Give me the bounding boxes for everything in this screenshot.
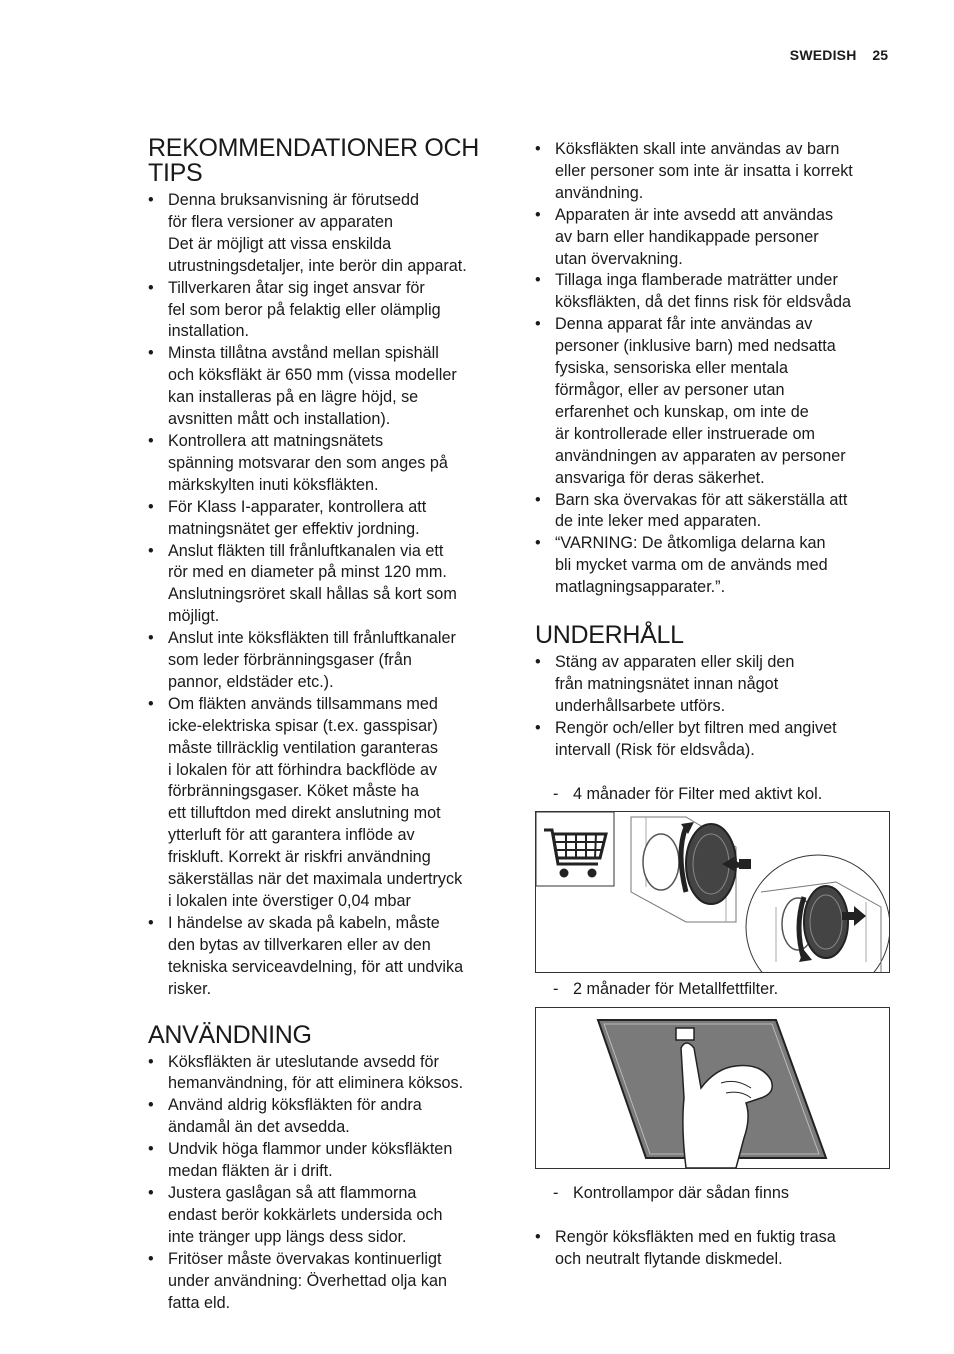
grease-filter-illustration	[535, 1007, 890, 1169]
grease-filter-interval: - 2 månader för Metallfettfilter.	[553, 980, 779, 999]
list-item: • Denna bruksanvisning är förutsedd för flera versioner av apparaten Det är möjligt att vissa enskilda utrustningsdetaljer, inte berör din apparat.	[148, 190, 508, 278]
list-item: • Apparaten är inte avsedd att användas av barn eller handikappade personer utan övervakning.	[535, 205, 895, 271]
list-item: • Köksfläkten skall inte användas av barn eller personer som inte är insatta i korrekt användning.	[535, 139, 895, 205]
recommendations-heading: REKOMMENDATIONER OCH TIPS	[148, 134, 480, 187]
list-item: • I händelse av skada på kabeln, måste den bytas av tillverkaren eller av den tekniska serviceavdelning, för att undvika risker.	[148, 913, 508, 1001]
list-item: • Stäng av apparaten eller skilj den från matningsnätet innan något underhållsarbete utförs.	[535, 652, 895, 718]
grease-filter-text: 2 månader för Metallfettfilter.	[573, 980, 779, 999]
list-item: • Minsta tillåtna avstånd mellan spishäll och köksfläkt är 650 mm (vissa modeller kan installeras på en lägre höjd, se avsnitten mått och installation).	[148, 343, 508, 431]
list-item: • Använd aldrig köksfläkten för andra ändamål än det avsedda.	[148, 1095, 508, 1139]
list-item: • Undvik höga flammor under köksfläkten medan fläkten är i drift.	[148, 1139, 508, 1183]
hood-filter-install-icon	[746, 855, 889, 972]
list-item: • Rengör och/eller byt filtren med angivet intervall (Risk för eldsvåda).	[535, 718, 895, 762]
list-item: • Fritöser måste övervakas kontinuerligt under användning: Överhettad olja kan fatta eld.	[148, 1249, 508, 1315]
list-item: • Denna apparat får inte användas av personer (inklusive barn) med nedsatta fysiska, sensoriska eller mentala förmågor, eller av personer utan erfarenhet och kunskap, om inte de är kontrollerade eller instruerade om användningen av apparaten av personer ansvariga för deras säkerhet.	[535, 314, 895, 489]
list-item: • Anslut inte köksfläkten till frånluftkanaler som leder förbränningsgaser (från pannor, eldstäder etc.).	[148, 628, 508, 694]
usage-list	[148, 1052, 508, 1315]
right-column	[535, 139, 895, 1271]
shopping-cart-icon	[536, 812, 614, 886]
recommendations-list	[148, 190, 508, 1001]
list-item: • Om fläkten används tillsammans med icke-elektriska spisar (t.ex. gasspisar) måste tillräcklig ventilation garanteras i lokalen för att förhindra backflöde av förbränningsgaser. Köket måste ha ett tilluftdon med direkt anslutning mot ytterluft för att garantera inflöde av friskluft. Korrekt är riskfri användning säkerställas när det maximala undertryck i lokalen inte överstiger 0,04 mbar	[148, 694, 508, 913]
maintenance-heading: UNDERHÅLL	[535, 621, 684, 650]
list-item: • För Klass I-apparater, kontrollera att matningsnätet ger effektiv jordning.	[148, 497, 508, 541]
list-item: • “VARNING: De åtkomliga delarna kan bli mycket varma om de används med matlagningsapparater.”.	[535, 533, 895, 599]
cleaning-list	[535, 1227, 895, 1271]
control-lamps-item: - Kontrollampor där sådan finns	[553, 1184, 789, 1203]
list-item: • Tillaga inga flamberade maträtter under köksfläkten, då det finns risk för eldsvåda	[535, 270, 895, 314]
list-item: • Anslut fläkten till frånluftkanalen via ett rör med en diameter på minst 120 mm. Anslutningsröret skall hållas så kort som möjligt.	[148, 541, 508, 629]
carbon-filter-illustration	[535, 811, 890, 973]
list-item: • Kontrollera att matningsnätets spänning motsvarar den som anges på märkskylten inuti köksfläkten.	[148, 431, 508, 497]
list-item: • Tillverkaren åtar sig inget ansvar för fel som beror på felaktig eller olämplig installation.	[148, 278, 508, 344]
page-number: 25	[872, 47, 888, 63]
maintenance-list	[535, 652, 895, 762]
usage-heading: ANVÄNDNING	[148, 1020, 312, 1049]
list-item: • Barn ska övervakas för att säkerställa att de inte leker med apparaten.	[535, 490, 895, 534]
control-lamps-text: Kontrollampor där sådan finns	[573, 1184, 789, 1203]
usage-list-continued	[535, 139, 895, 599]
list-item: • Köksfläkten är uteslutande avsedd för hemanvändning, för att eliminera köksos.	[148, 1052, 508, 1096]
page-header	[790, 47, 888, 63]
language-label: SWEDISH	[789, 47, 857, 63]
left-column	[148, 136, 508, 1314]
hood-filter-removal-icon	[631, 817, 751, 922]
list-item: • Rengör köksfläkten med en fuktig trasa och neutralt flytande diskmedel.	[535, 1227, 895, 1271]
list-item: • Justera gaslågan så att flammorna endast berör kokkärlets undersida och inte tränger upp längs dess sidor.	[148, 1183, 508, 1249]
carbon-filter-interval: - 4 månader för Filter med aktivt kol.	[553, 784, 823, 803]
carbon-filter-text: 4 månader för Filter med aktivt kol.	[573, 784, 823, 803]
